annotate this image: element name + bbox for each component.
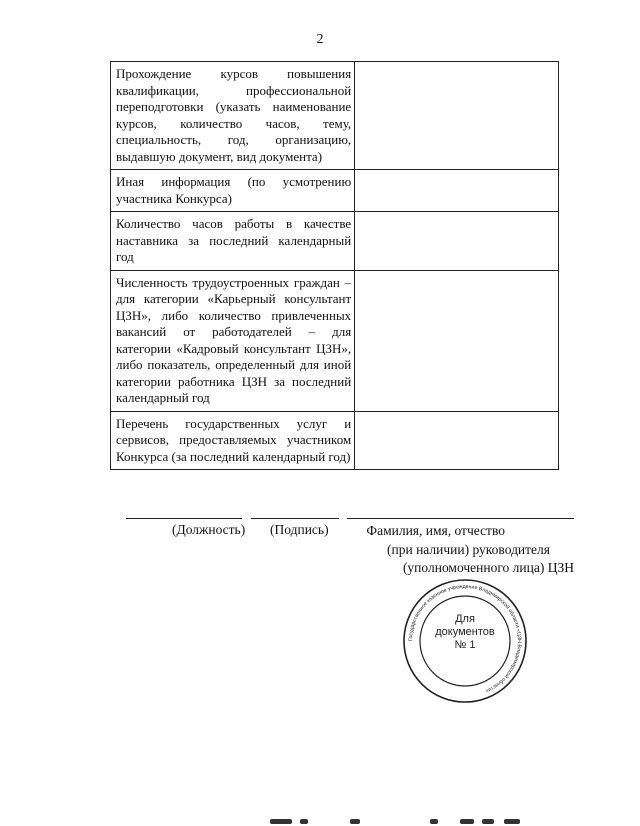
page-number: 2 [316, 32, 324, 47]
stamp-center-text [402, 613, 528, 652]
row-label: Иная информация (по усмотрению участника Конкурса) [111, 170, 355, 212]
row-label: Перечень государственных услуг и сервисов, предоставляемых участником Конкурса (за последний календарный год) [111, 411, 355, 470]
stamp-line-3: № 1 [454, 639, 476, 651]
signature-label: (Подпись) [270, 522, 329, 537]
table-row [111, 170, 559, 212]
row-value [355, 170, 559, 212]
row-label: Прохождение курсов повышения квалификации, профессиональной переподготовки (указать наименование курсов, количество часов, тему, специальность, год, организацию, выдавшую документ, вид документа) [111, 62, 355, 170]
table-row [111, 411, 559, 470]
fio-line-1: Фамилия, имя, отчество [366, 523, 505, 538]
stamp-line-2: документов [435, 626, 495, 638]
fio-line [347, 518, 574, 519]
stamp-ring-text: Государственное казенное учреждение Владимирской области «ЦЗН Владимирской области» [407, 583, 523, 694]
info-table [110, 61, 559, 470]
position-line [126, 518, 242, 519]
table-row [111, 212, 559, 271]
signature-line [251, 518, 339, 519]
stamp-line-1: Для [455, 613, 475, 625]
position-label: (Должность) [172, 522, 246, 537]
table-row [111, 62, 559, 170]
table-row [111, 270, 559, 411]
fio-caption [338, 522, 574, 578]
row-value [355, 411, 559, 470]
row-value [355, 270, 559, 411]
row-value [355, 212, 559, 271]
row-label: Численность трудоустроенных граждан – для категории «Карьерный консультант ЦЗН», либо количество привлеченных вакансий от работодателей – для категории «Кадровый консультант ЦЗН», либо показатель, определенный для иной категории работника ЦЗН за последний календарный год [111, 270, 355, 411]
scan-artifacts [260, 812, 560, 826]
row-label: Количество часов работы в качестве наставника за последний календарный год [111, 212, 355, 271]
fio-line-2: (при наличии) руководителя [387, 541, 550, 557]
fio-line-3: (уполномоченного лица) ЦЗН [402, 560, 574, 575]
row-value [355, 62, 559, 170]
